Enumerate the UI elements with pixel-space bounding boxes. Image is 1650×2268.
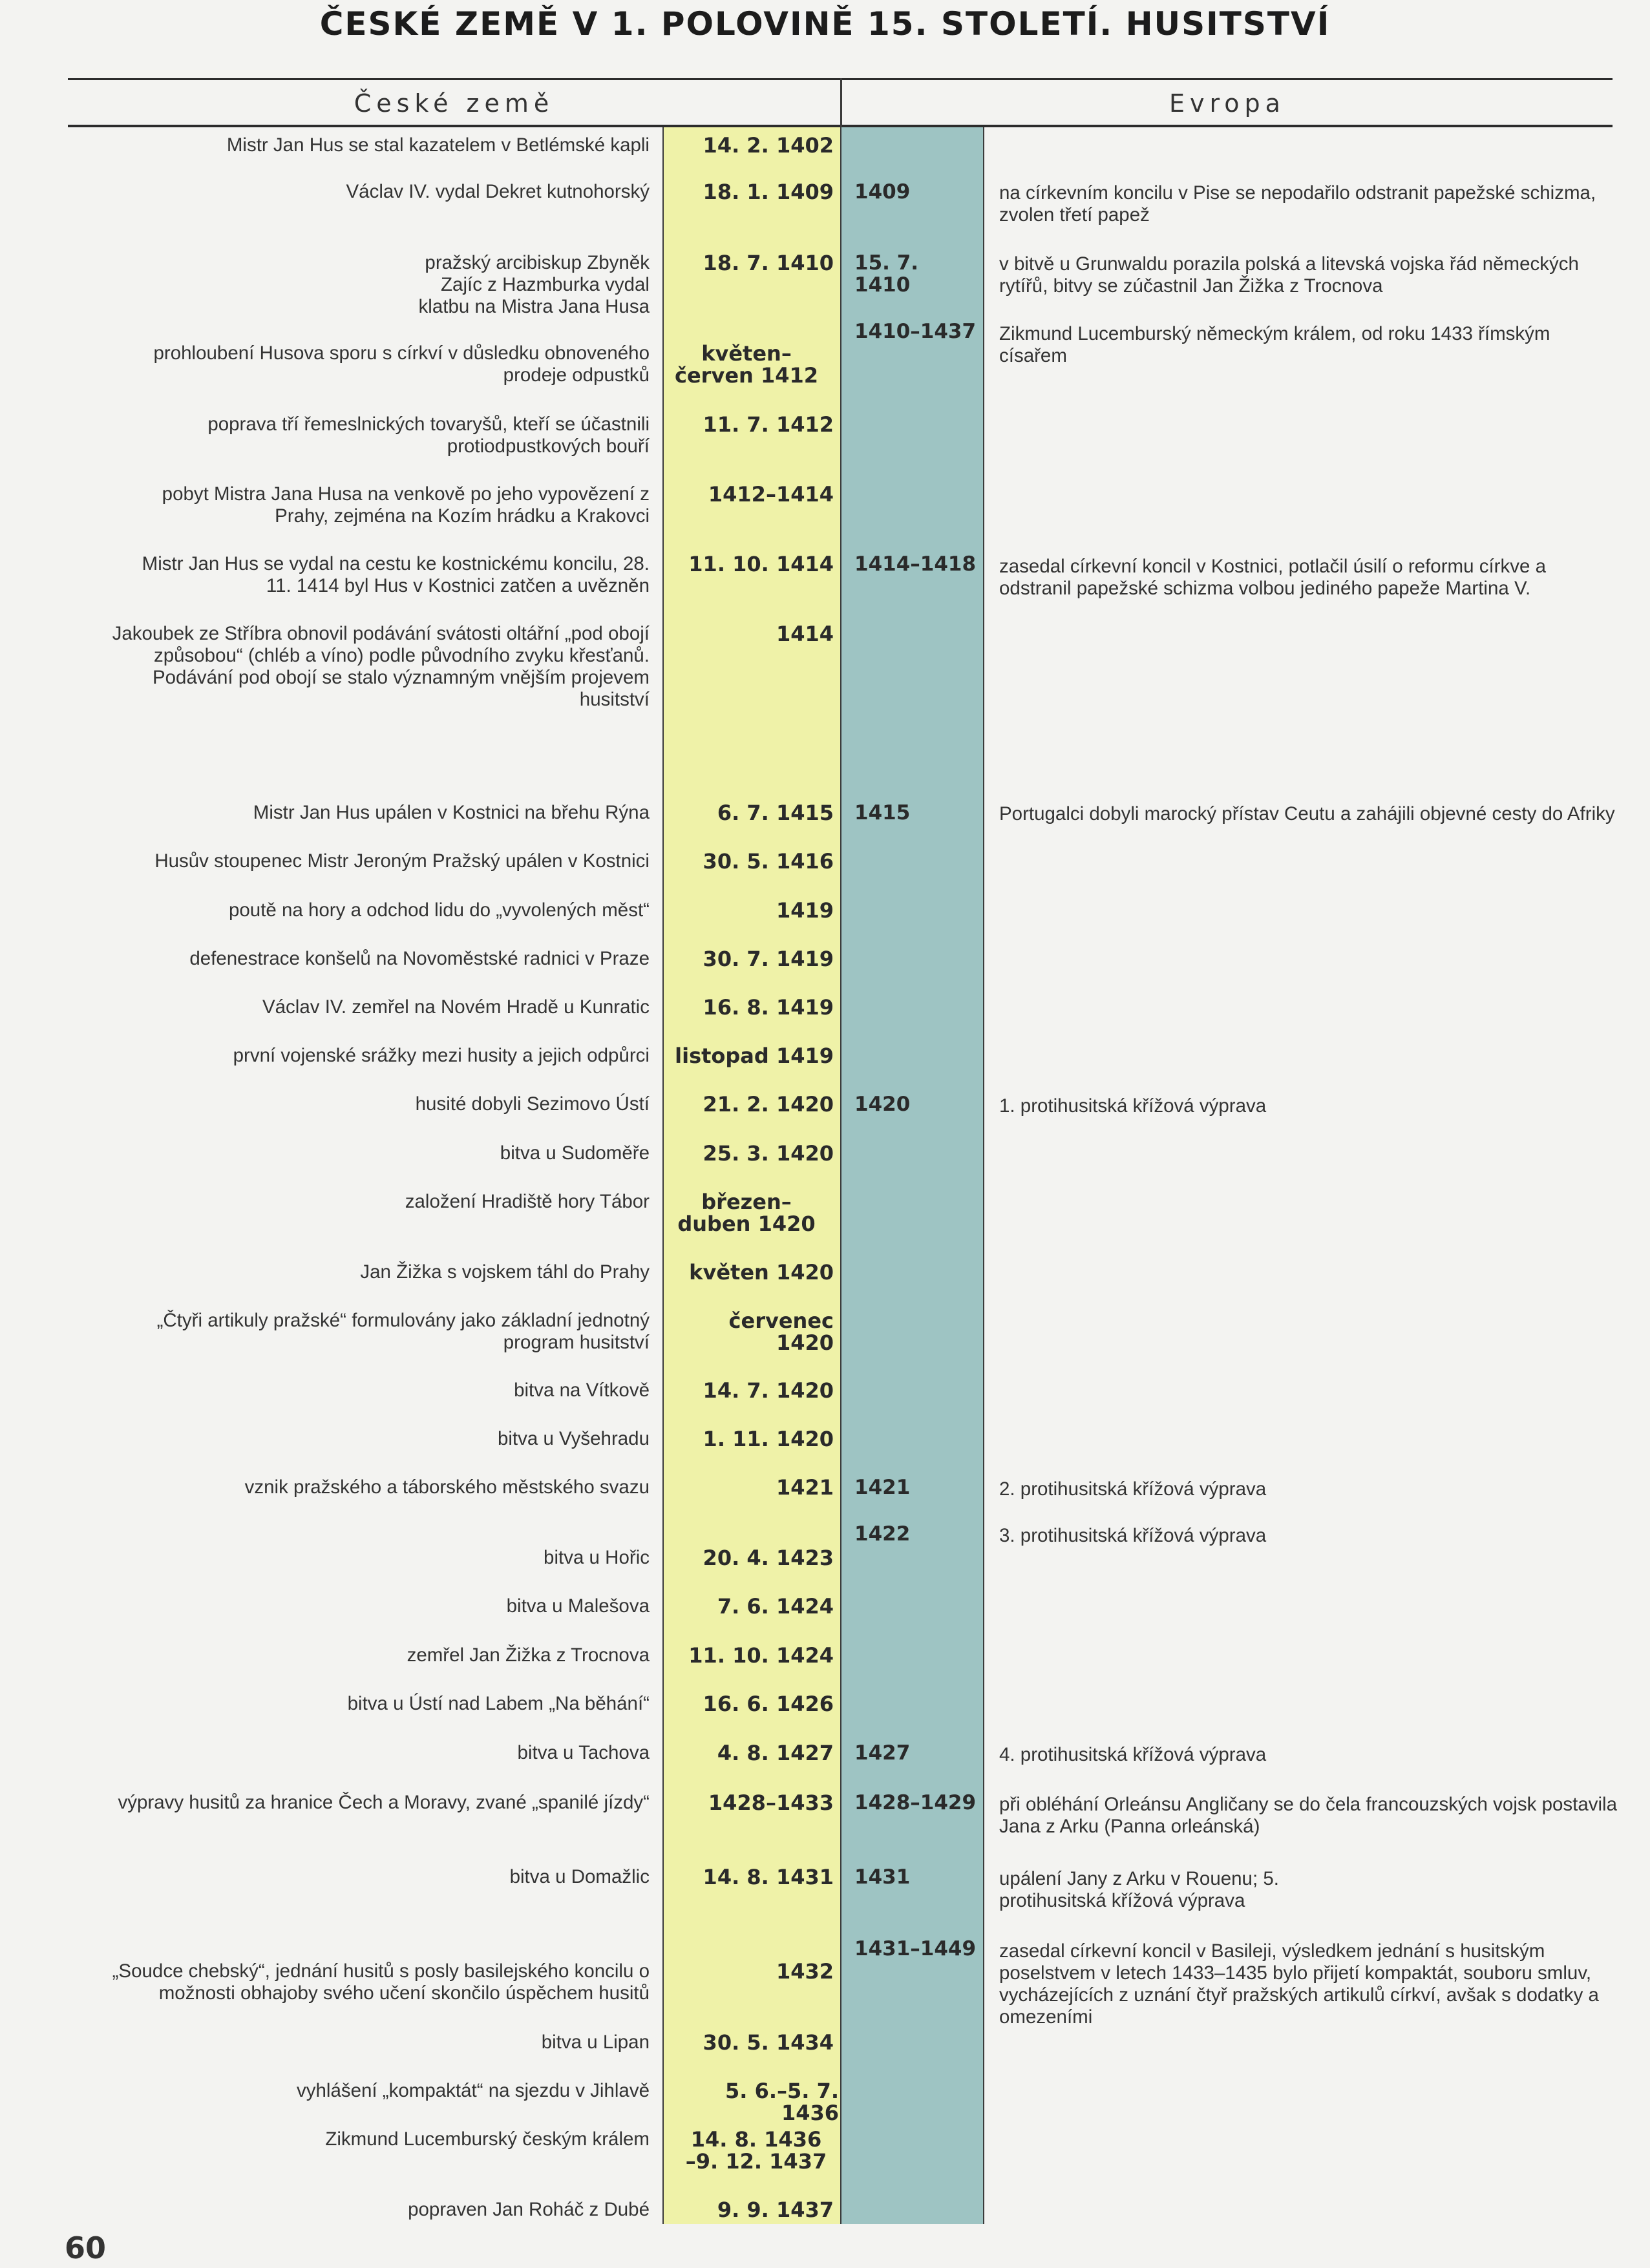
czech-date: 1414 — [776, 622, 834, 646]
czech-date: 7. 6. 1424 — [717, 1594, 834, 1619]
czech-event: Mistr Jan Hus upálen v Kostnici na břehu Rýna — [253, 802, 650, 823]
czech-event: vznik pražského a táborského městského svazu — [244, 1476, 650, 1498]
czech-date: 14. 8. 1431 — [703, 1865, 834, 1889]
europe-date: 1427 — [854, 1741, 911, 1765]
europe-date: 1421 — [854, 1476, 911, 1499]
czech-date: březen–duben 1420 — [677, 1190, 816, 1236]
europe-date: 1428–1429 — [854, 1791, 977, 1814]
czech-event: Husův stoupenec Mistr Jeroným Pražský upálen v Kostnici — [154, 850, 650, 872]
czech-event: Jan Žižka s vojskem táhl do Prahy — [360, 1261, 650, 1283]
page-title: ČESKÉ ZEMĚ V 1. POLOVINĚ 15. STOLETÍ. HUSITSTVÍ — [319, 5, 1331, 43]
czech-event: prohloubení Husova sporu s církví v důsledku obnoveného prodeje odpustků — [153, 342, 650, 386]
czech-date: 18. 7. 1410 — [703, 251, 834, 275]
czech-date: 11. 10. 1414 — [688, 552, 834, 576]
europe-date: 15. 7. 1410 — [854, 251, 919, 297]
europe-event: zasedal církevní koncil v Basileji, výsledkem jednání s husitským poselstvem v letech 1433–1435 bylo přijetí kompaktát, souboru smluv, vycházejících z uznání čtyř pražských artikulů církví, avšak s dodatky a omezeními — [999, 1940, 1599, 2028]
europe-event: na církevním koncilu v Pise se nepodařilo odstranit papežské schizma, zvolen třetí papež — [999, 182, 1596, 226]
czech-event: bitva u Domažlic — [509, 1866, 650, 1887]
czech-event: Mistr Jan Hus se stal kazatelem v Betlémské kapli — [226, 134, 650, 156]
czech-event: bitva u Lipan — [541, 2032, 650, 2053]
czech-event: zemřel Jan Žižka z Trocnova — [407, 1644, 650, 1666]
czech-event: Václav IV. vydal Dekret kutnohorský — [346, 181, 650, 202]
czech-event: „Soudce chebský“, jednání husitů s posly basilejského koncilu o možnosti obhajoby svého učení skončilo úspěchem husitů — [112, 1960, 650, 2004]
column-header-europe: Evropa — [1169, 89, 1285, 118]
czech-event: vyhlášení „kompaktát“ na sjezdu v Jihlavě — [296, 2080, 650, 2101]
europe-date: 1431 — [854, 1865, 911, 1889]
czech-event: husité dobyli Sezimovo Ústí — [415, 1093, 650, 1115]
czech-date: 1412–1414 — [708, 482, 834, 507]
column-header-czech: České země — [354, 89, 555, 118]
czech-date: 25. 3. 1420 — [703, 1141, 834, 1166]
czech-event: bitva u Hořic — [544, 1547, 650, 1568]
czech-dates-band — [664, 127, 841, 2224]
czech-event: výpravy husitů za hranice Čech a Moravy, zvané „spanilé jízdy“ — [118, 1792, 650, 1813]
europe-event: Zikmund Lucemburský německým králem, od roku 1433 římským císařem — [999, 323, 1550, 366]
europe-date: 1422 — [854, 1522, 911, 1546]
czech-date: 21. 2. 1420 — [703, 1092, 834, 1117]
europe-date: 1415 — [854, 801, 911, 824]
czech-date: 14. 7. 1420 — [703, 1378, 834, 1403]
europe-event: 3. protihusitská křížová výprava — [999, 1525, 1267, 1546]
czech-date: 30. 5. 1434 — [703, 2030, 834, 2055]
czech-event: bitva u Vyšehradu — [497, 1428, 650, 1449]
czech-event: popraven Jan Roháč z Dubé — [408, 2199, 650, 2220]
band-right-edge — [983, 127, 984, 2224]
czech-event: pobyt Mistra Jana Husa na venkově po jeho vypovězení z Prahy, zejména na Kozím hrádku a Krakovci — [162, 483, 650, 527]
czech-event: Jakoubek ze Stříbra obnovil podávání svátosti oltářní „pod obojí způsobou“ (chléb a víno) podle původního zvyku křesťanů. Podávání pod obojí se stalo významným vnějším projevem husitství — [112, 623, 650, 710]
czech-date: květen–červen 1412 — [675, 341, 818, 388]
czech-event: poutě na hory a odchod lidu do „vyvolených měst“ — [228, 899, 650, 921]
czech-date: červenec 1420 — [728, 1308, 834, 1355]
europe-event: Portugalci dobyli marocký přístav Ceutu a zahájili objevné cesty do Afriky — [999, 803, 1615, 824]
czech-date: 1432 — [776, 1959, 834, 1984]
czech-date: 1428–1433 — [708, 1790, 834, 1815]
page-number: 60 — [65, 2231, 107, 2265]
europe-event: 4. protihusitská křížová výprava — [999, 1744, 1267, 1765]
europe-date: 1420 — [854, 1093, 911, 1116]
czech-event: bitva na Vítkově — [514, 1380, 650, 1401]
czech-date: 18. 1. 1409 — [703, 180, 834, 204]
czech-event: bitva u Ústí nad Labem „Na běhání“ — [347, 1693, 650, 1714]
europe-date: 1431–1449 — [854, 1937, 977, 1960]
czech-event: Zikmund Lucemburský českým králem — [325, 2128, 650, 2150]
czech-date: 20. 4. 1423 — [703, 1546, 834, 1570]
czech-date: 5. 6.–5. 7. 1436 — [725, 2079, 839, 2125]
czech-event: „Čtyři artikuly pražské“ formulovány jako základní jednotný program husitství — [156, 1310, 650, 1353]
czech-date: 1. 11. 1420 — [703, 1427, 834, 1451]
europe-event: při obléhání Orleánsu Angličany se do čela francouzských vojsk postavila Jana z Arku (Panna orleánská) — [999, 1794, 1617, 1837]
czech-date: 11. 10. 1424 — [688, 1643, 834, 1668]
czech-date: 14. 2. 1402 — [703, 133, 834, 158]
czech-event: bitva u Malešova — [506, 1595, 650, 1617]
europe-event: upálení Jany z Arku v Rouenu; 5. protihusitská křížová výprava — [999, 1868, 1279, 1911]
czech-date: 1421 — [776, 1475, 834, 1500]
czech-event: Václav IV. zemřel na Novém Hradě u Kunratic — [262, 996, 650, 1018]
czech-date: 30. 5. 1416 — [703, 849, 834, 874]
band-left-edge — [662, 127, 664, 2224]
europe-event: v bitvě u Grunwaldu porazila polská a litevská vojska řád německých rytířů, bitvy se zúčastnil Jan Žižka z Trocnova — [999, 253, 1579, 297]
czech-event: první vojenské srážky mezi husity a jejich odpůrci — [233, 1045, 650, 1066]
europe-event: zasedal církevní koncil v Kostnici, potlačil úsilí o reformu církve a odstranil papežské schizma volbou jediného papeže Martina V. — [999, 556, 1546, 599]
band-middle-edge — [840, 127, 841, 2224]
czech-event: bitva u Tachova — [517, 1742, 650, 1763]
czech-event: založení Hradiště hory Tábor — [405, 1191, 650, 1212]
czech-date: 6. 7. 1415 — [717, 801, 834, 825]
czech-event: pražský arcibiskup Zbyněk Zajíc z Hazmburka vydal klatbu na Mistra Jana Husa — [418, 252, 650, 317]
czech-date: 30. 7. 1419 — [703, 947, 834, 971]
czech-event: bitva u Sudoměře — [500, 1142, 650, 1164]
czech-date: 16. 8. 1419 — [703, 995, 834, 1020]
czech-date: květen 1420 — [689, 1260, 834, 1285]
czech-event: Mistr Jan Hus se vydal na cestu ke kostnickému koncilu, 28. 11. 1414 byl Hus v Kostnici zatčen a uvězněn — [142, 553, 650, 596]
czech-date: 14. 8. 1436 –9. 12. 1437 — [685, 2127, 827, 2174]
czech-date: 11. 7. 1412 — [703, 412, 834, 437]
czech-event: defenestrace konšelů na Novoměstské radnici v Praze — [189, 948, 650, 969]
czech-date: 4. 8. 1427 — [717, 1741, 834, 1765]
europe-event: 2. protihusitská křížová výprava — [999, 1478, 1267, 1500]
czech-event: poprava tří řemeslnických tovaryšů, kteří se účastnili protiodpustkových bouří — [207, 414, 650, 457]
europe-dates-band — [841, 127, 984, 2224]
czech-date: listopad 1419 — [675, 1044, 834, 1068]
europe-event: 1. protihusitská křížová výprava — [999, 1095, 1267, 1117]
czech-date: 16. 6. 1426 — [703, 1692, 834, 1716]
europe-date: 1409 — [854, 180, 911, 204]
czech-date: 9. 9. 1437 — [717, 2198, 834, 2222]
europe-date: 1414–1418 — [854, 552, 977, 576]
europe-date: 1410–1437 — [854, 320, 977, 343]
czech-date: 1419 — [776, 898, 834, 923]
